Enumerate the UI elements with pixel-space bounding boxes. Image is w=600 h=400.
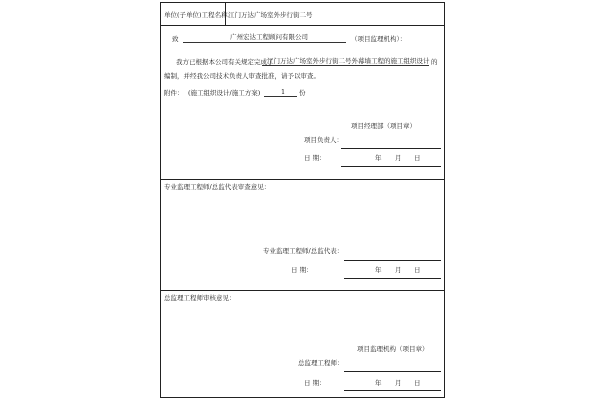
chief-date-day: 日 <box>414 379 421 387</box>
project-leader-label: 项目负责人： <box>304 136 343 144</box>
section-divider-2 <box>161 290 444 291</box>
supervision-org-suffix: （项目监理机构）： <box>351 35 407 43</box>
body-line1-filled: 江门万达广场室外步行街二号外幕墙工程的施工组织设计 <box>267 57 430 65</box>
specialist-sign-label: 专业监理工程师/总监代表： <box>263 247 344 255</box>
company-underline <box>183 42 346 43</box>
chief-date-label: 日 期： <box>304 379 326 387</box>
section-divider-1 <box>161 179 444 180</box>
chief-sign-label: 总监理工程师： <box>298 359 344 367</box>
chief-org: 项目监理机构（项目章） <box>357 345 429 353</box>
specialist-signature-line <box>344 260 441 261</box>
specialist-date-month: 月 <box>395 266 402 274</box>
attachment-unit: 份 <box>299 89 306 97</box>
project-leader-signature-line <box>341 148 441 149</box>
body-underline <box>262 65 429 66</box>
body-line2: 编制，并经我公司技术负责人审查批准，请予以审查。 <box>164 72 320 80</box>
header-bottom-line <box>161 25 444 26</box>
attachment-label: 附件： <box>164 89 184 97</box>
chief-review-title: 总监理工程师审核意见： <box>164 294 236 302</box>
specialist-date-year: 年 <box>375 266 382 274</box>
chief-date-month: 月 <box>395 379 402 387</box>
attachment-count: 1 <box>281 88 286 96</box>
contractor-date-label: 日 期： <box>304 154 326 162</box>
attachment-name: (施工组织设计/施工方案) <box>188 89 261 97</box>
specialist-date-day: 日 <box>414 266 421 274</box>
specialist-date-line <box>344 278 441 279</box>
project-name: 江门万达广场室外步行街二号 <box>228 11 313 19</box>
body-line1-prefix: 我方已根据本公司有关规定完成了 <box>176 58 274 66</box>
unit-project-label: 单位(子单位)工程名称 <box>164 11 228 19</box>
chief-date-year: 年 <box>375 379 382 387</box>
attachment-count-underline <box>264 96 297 97</box>
contractor-date-month: 月 <box>395 154 402 162</box>
specialist-review-title: 专业监理工程师/总监代表审查意见： <box>164 183 271 191</box>
body-line1-suffix: 的 <box>431 58 438 66</box>
construction-plan-approval-form <box>160 2 445 398</box>
contractor-date-line <box>341 166 441 167</box>
chief-date-line <box>344 390 441 391</box>
supervision-company: 广州宏达工程顾问有限公司 <box>230 33 308 41</box>
to-prefix: 致 <box>172 35 179 43</box>
header-divider <box>225 3 226 25</box>
contractor-date-day: 日 <box>414 154 421 162</box>
specialist-date-label: 日 期： <box>291 266 313 274</box>
contractor-date-year: 年 <box>375 154 382 162</box>
contractor-dept: 项目经理部（项目章） <box>351 122 416 130</box>
chief-signature-line <box>344 371 441 372</box>
